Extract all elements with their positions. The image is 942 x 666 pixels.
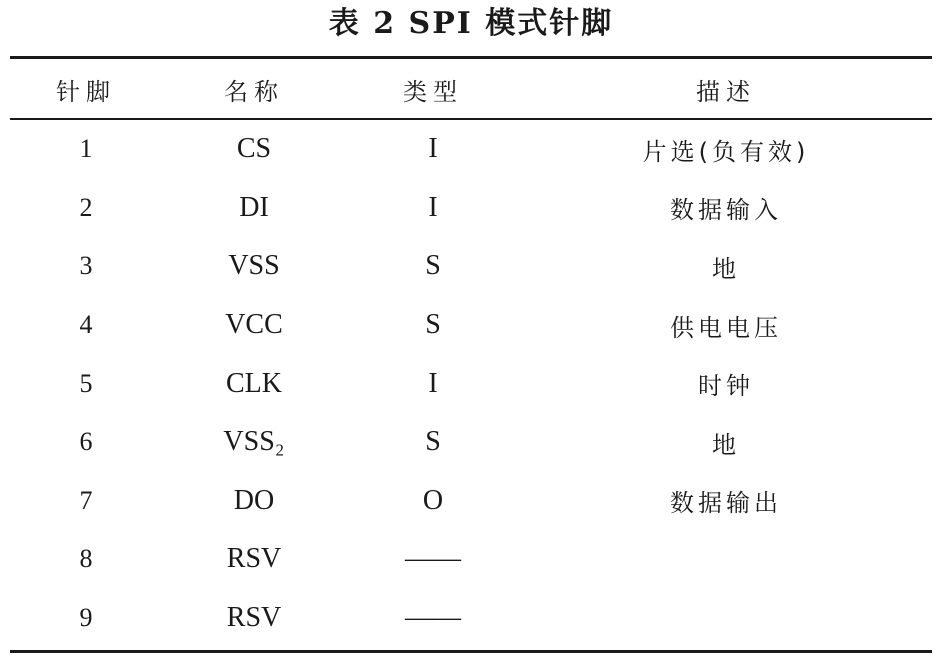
bottom-rule [10, 650, 932, 653]
type-cell: S [425, 426, 441, 458]
type-cell: S [425, 250, 441, 282]
table-row [10, 237, 932, 296]
type-cell: I [428, 191, 438, 223]
name-cell: RSV [226, 543, 282, 575]
type-cell: I [428, 133, 438, 165]
description-cell: 数据输入 [670, 196, 782, 225]
pin-cell: 9 [79, 603, 93, 633]
type-cell: —— [405, 602, 461, 634]
pin-cell: 2 [79, 192, 93, 222]
type-cell: —— [405, 543, 461, 575]
column-header-name: 名称 [224, 77, 284, 106]
description-cell: 时钟 [698, 372, 754, 401]
table-row [10, 413, 932, 472]
table-row [10, 589, 932, 648]
column-header-type: 类型 [403, 77, 463, 106]
column-header-pin: 针脚 [56, 77, 116, 106]
type-cell: I [428, 367, 438, 399]
name-cell: DI [239, 191, 269, 223]
name-cell: DO [233, 484, 275, 516]
type-cell: S [425, 309, 441, 341]
name-cell: CLK [226, 367, 282, 399]
pin-cell: 6 [79, 427, 93, 457]
name-cell: VSS [228, 250, 280, 282]
pin-cell: 3 [79, 251, 93, 281]
description-cell: 地 [712, 254, 740, 283]
top-rule [10, 56, 932, 59]
pin-cell: 8 [79, 544, 93, 574]
table-row [10, 296, 932, 355]
pin-cell: 5 [79, 368, 93, 398]
table-row [10, 530, 932, 589]
pin-cell: 1 [79, 134, 93, 164]
description-cell: 供电电压 [670, 313, 782, 342]
name-cell: RSV [226, 602, 282, 634]
pin-cell: 4 [79, 310, 93, 340]
description-cell: 片选(负有效) [642, 137, 810, 166]
name-cell: VSS₂ [223, 426, 285, 458]
name-cell: VCC [225, 309, 283, 341]
description-cell: 地 [712, 430, 740, 459]
table-caption: 表 2 SPI 模式针脚 [328, 6, 614, 41]
table-row [10, 179, 932, 238]
table-row [10, 472, 932, 531]
table-row [10, 120, 932, 179]
type-cell: O [422, 484, 444, 516]
table-header [10, 60, 932, 118]
pin-cell: 7 [79, 485, 93, 515]
description-cell: 数据输出 [670, 489, 782, 518]
name-cell: CS [236, 133, 272, 165]
column-header-description: 描述 [696, 77, 756, 106]
table-row [10, 354, 932, 413]
